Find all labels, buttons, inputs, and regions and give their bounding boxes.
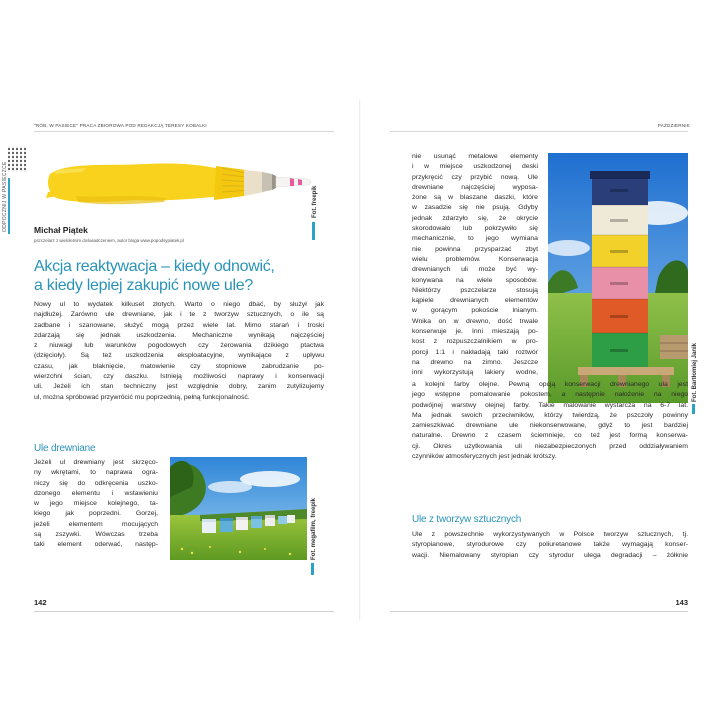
- credit-bar-hero: [312, 222, 315, 240]
- page-number-right: 143: [675, 598, 688, 607]
- text-line: naturalne. Drewno z czasem ściemnieje, co też jest formą konserwa-: [412, 432, 688, 440]
- meadow-beehives-photo: [170, 457, 307, 560]
- qr-code-icon: [8, 146, 28, 172]
- text-line: zadbane i szanowane, służyć mogą przez wiele lat. Mimo starań i troski: [34, 321, 324, 329]
- continued-paragraph: [412, 152, 538, 379]
- text-line: żone są w blaszane daszki, które: [412, 194, 538, 202]
- text-line: uli. Jeżeli ich stan techniczny jest względnie dobry, zanim zutylizujemy: [34, 383, 324, 391]
- photo-credit-hero: Fot. freepik: [312, 185, 318, 218]
- text-line: w zasadzie się nie psują. Gdyby: [412, 204, 538, 212]
- text-line: kost z rozpuszczalnikiem w pro-: [412, 338, 538, 346]
- text-line: niczy się do odkręcenia uszko-: [34, 479, 158, 487]
- footer-rule-right: [390, 611, 688, 612]
- title-line: Akcja reaktywacja – kiedy odnowić,: [34, 258, 275, 275]
- text-line: czynników atmosferycznych jest jednak krótszy.: [412, 453, 557, 461]
- section-tab-label: ODPOCZNIJ W PASIECZCE: [2, 161, 8, 232]
- running-head-rule: [390, 131, 688, 132]
- photo-credit-meadow: Fot. megafilm, freepik: [311, 497, 317, 560]
- text-line: porcji 1:1 i nakładają taki roztwór: [412, 348, 538, 356]
- text-line: w gorącym pokoście lnianym.: [412, 307, 538, 315]
- text-line: nie powinna przysparzać zbyt: [412, 245, 538, 253]
- text-line: czasu, jak blaknięcie, matowienie czy stopniowe zabrudzanie po-: [34, 362, 324, 370]
- text-line: na drewno na zimno. Jeszcze: [412, 358, 538, 366]
- credit-bar-hive: [692, 404, 695, 414]
- running-head-left: "RÓB, W PASIECE" PRACA ZBIOROWA POD REDAKCJĄ TERESY KOBALKI: [34, 123, 207, 128]
- text-line: Ma jednak swoich przeciwników, którzy twierdzą, że pszczoły powinny: [412, 411, 688, 419]
- text-line: najdłużej. Zarówno ule drewniane, jak i te z tworzyw sztucznych, o ile są: [34, 311, 324, 319]
- text-line: inni wykorzystują lakiery wodne,: [412, 369, 538, 377]
- text-line: jednak zdarzyło się, że okrycie: [412, 214, 538, 222]
- text-line: cji. Okres użytkowania uli niezabezpieczonych przed oddziaływaniem: [412, 442, 688, 450]
- author-description: pszczelarz z wieloletnim doświadczeniem, autor bloga www.popodsypiatek.pl: [34, 238, 184, 243]
- text-line: wielu problemów. Konserwacja: [412, 255, 538, 263]
- text-line: zamieszkiwać drewniane ule niekonserwowane, gdyż to jest bardziej: [412, 422, 688, 430]
- text-line: wierzchni ścian, czy daszku. Istnieją możliwości naprawy i konserwacji: [34, 373, 324, 381]
- text-line: z niuwagi lub warunków pogodowych czy żerowania dzikiego ptactwa: [34, 342, 324, 350]
- text-line: kąpiele drewnianych elementów: [412, 297, 538, 305]
- page-number-left: 142: [34, 598, 47, 607]
- text-line: ul, można spróbować przywrócić mu poprzednią, pełną funkcjonalność.: [34, 393, 250, 401]
- text-line: Ule z powszechnie wykorzystywanych w Polsce tworzyw sztucznych, tj.: [412, 531, 688, 538]
- credit-bar-meadow: [311, 563, 314, 575]
- text-line: Nowy ul to wydatek kilkuset złotych. Warto o niego dbać, by służył jak: [34, 301, 324, 308]
- text-line: konserwuje je. Inni mieszają po-: [412, 328, 538, 336]
- text-line: podwójnej warstwy olejnej farby. Takie malowanie wystarcza na 6-7 lat.: [412, 401, 688, 409]
- text-line: przykręcić czy przybić nową. Ule: [412, 173, 538, 181]
- text-line: drewnianych uli może być wy-: [412, 266, 538, 274]
- conservation-paragraph: [412, 380, 688, 462]
- text-line: taki element oderwać, następ-: [34, 541, 158, 549]
- right-page: [360, 0, 720, 720]
- text-line: styropianowe, styrodurowe czy poliuretanowe także wymagają konser-: [412, 541, 688, 549]
- author-name: Michał Piątek: [34, 225, 88, 235]
- plastic-hives-paragraph: [412, 530, 688, 561]
- text-line: skorodowało lub pokrzywiło się: [412, 225, 538, 233]
- intro-paragraph: [34, 300, 324, 403]
- text-line: mechanicznie, to jego wymiana: [412, 235, 538, 243]
- text-line: wacji. Niemalowany styropian czy styrodur ulega degradacji – żółknie: [412, 551, 688, 559]
- text-line: w jego miejsce kolejnego, ta-: [34, 500, 158, 508]
- text-line: zdarzają się jednak uszkodzenia. Mechaniczne wynikają najczęściej: [34, 331, 324, 339]
- colorful-hive-photo: [548, 153, 688, 403]
- photo-credit-hive: Fot. Bartłomiej Janik: [692, 342, 698, 402]
- text-line: Jeżeli ul drewniany jest skrzęco-: [34, 459, 158, 466]
- text-line: jego wstępne pomalowanie pokostem, a następnie nałożenie na niego: [412, 391, 688, 399]
- running-head-right: PAŹDZIERNIK: [657, 123, 690, 128]
- text-line: drewniane najczęściej wyposa-: [412, 183, 538, 191]
- text-line: konywana na wiele sposobów.: [412, 276, 538, 284]
- subhead-wooden-hives: Ule drewniane: [34, 443, 96, 454]
- article-title: [34, 257, 334, 295]
- text-line: Wnika on w drewno, dość trwale: [412, 317, 538, 325]
- text-line: a kolejni farby olejne. Pewną opcją konserwacji drewnianego ula jest: [412, 381, 688, 388]
- wooden-hives-paragraph: [34, 458, 158, 551]
- text-line: dzonego elementu i wstawieniu: [34, 489, 158, 497]
- text-line: jeżeli elementem mocujących: [34, 520, 158, 528]
- section-tab: [8, 178, 20, 234]
- subhead-plastic-hives: Ule z tworzyw sztucznych: [412, 514, 522, 525]
- text-line: nie usunąć metalowe elementy: [412, 153, 538, 160]
- text-line: Niektórzy pszczelarze stosują: [412, 286, 538, 294]
- footer-rule-left: [34, 611, 334, 612]
- text-line: (dzięcioły). Są też uszkodzenia eksploatacyjne, wynikające z upływu: [34, 352, 324, 360]
- text-line: i w miejsce uszkodzonej deski: [412, 163, 538, 171]
- title-line: a kiedy lepiej zakupić nowe ule?: [34, 277, 253, 294]
- running-head-rule: [34, 131, 334, 132]
- text-line: ny wkrętami, to naprawa ogra-: [34, 469, 158, 477]
- paint-brush-illustration: [46, 152, 316, 214]
- text-line: są zszywki. Wówczas trzeba: [34, 531, 158, 539]
- text-line: kiego jak poprzedni. Gorzej,: [34, 510, 158, 518]
